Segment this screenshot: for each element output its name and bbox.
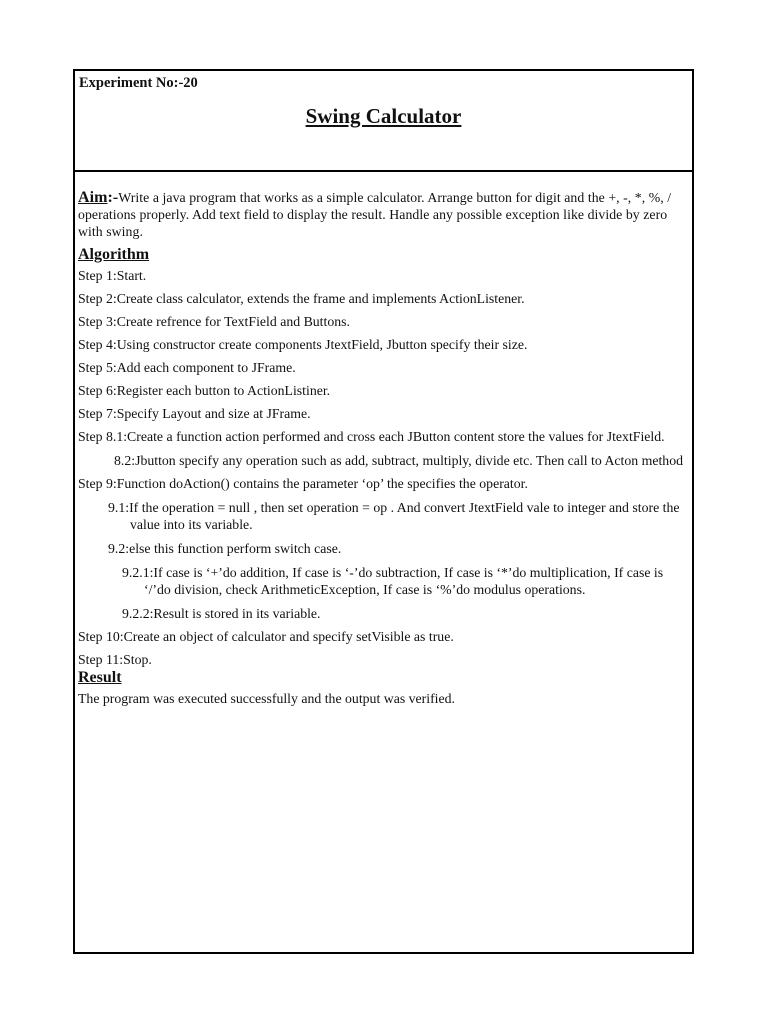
result-heading: Result	[78, 669, 122, 686]
algorithm-steps	[78, 267, 688, 668]
experiment-number: Experiment No:-20	[79, 75, 198, 91]
step-9-2-1: 9.2.1:If case is ‘+’do addition, If case is ‘-’do subtraction, If case is ‘*’do multiplication, If case is ‘/’do division, check ArithmeticException, If case is ‘%’do modulus operations.	[122, 565, 664, 597]
step-10: Step 10:Create an object of calculator and specify setVisible as true.	[78, 629, 454, 644]
step-9-1: 9.1:If the operation = null , then set operation = op . And convert JtextField vale to integer and store the value into its variable.	[108, 500, 680, 532]
step-5: Step 5:Add each component to JFrame.	[78, 360, 296, 375]
step-7: Step 7:Specify Layout and size at JFrame.	[78, 406, 311, 421]
step-9: Step 9:Function doAction() contains the parameter ‘op’ the specifies the operator.	[78, 476, 528, 491]
page-border	[73, 69, 694, 954]
step-9-2-2: 9.2.2:Result is stored in its variable.	[122, 606, 321, 621]
step-6: Step 6:Register each button to ActionListiner.	[78, 383, 331, 398]
step-2: Step 2:Create class calculator, extends the frame and implements ActionListener.	[78, 291, 525, 306]
step-8-2: 8.2:Jbutton specify any operation such as add, subtract, multiply, divide etc. Then call to Acton method	[114, 453, 683, 468]
algorithm-heading: Algorithm	[78, 246, 150, 263]
aim-text: Write a java program that works as a simple calculator. Arrange button for digit and the +, -, *, %, / operations properly. Add text field to display the result. Handle any possible exception like divide by zero with swing.	[78, 190, 672, 239]
aim-label: Aim	[78, 189, 108, 206]
document-body	[78, 189, 688, 707]
step-9-2: 9.2:else this function perform switch case.	[108, 541, 342, 556]
step-1: Step 1:Start.	[78, 268, 147, 283]
result-text: The program was executed successfully and the output was verified.	[78, 691, 455, 706]
aim-paragraph	[78, 189, 688, 240]
step-4: Step 4:Using constructor create components JtextField, Jbutton specify their size.	[78, 337, 528, 352]
page-title: Swing Calculator	[305, 104, 462, 128]
title-divider	[75, 170, 692, 172]
step-11: Step 11:Stop.	[78, 652, 152, 667]
aim-separator: :-	[107, 189, 119, 206]
step-8-1: Step 8.1:Create a function action performed and cross each JButton content store the values for JtextField.	[78, 429, 665, 444]
step-3: Step 3:Create refrence for TextField and Buttons.	[78, 314, 350, 329]
